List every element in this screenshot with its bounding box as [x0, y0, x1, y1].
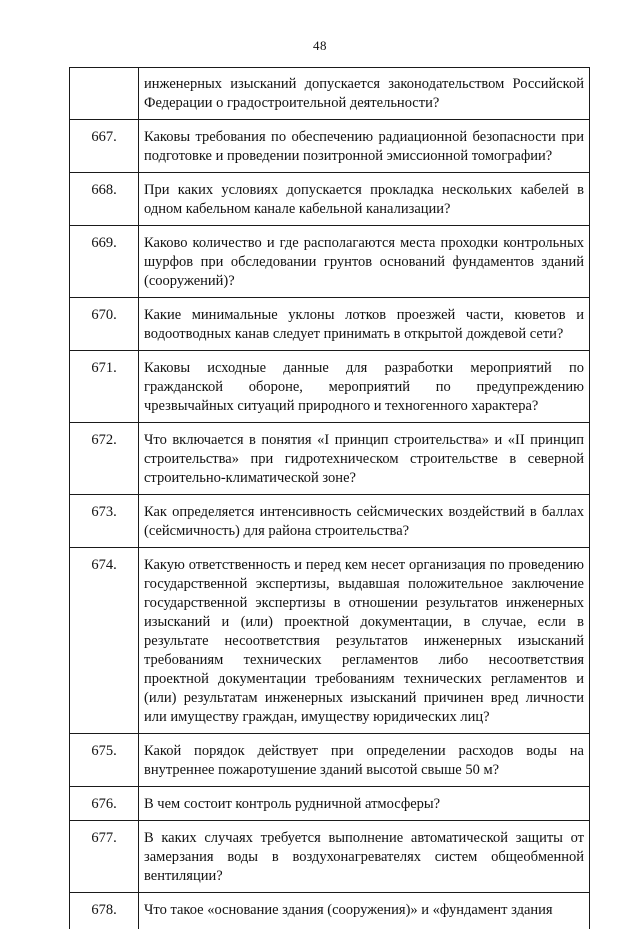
- row-question: Каковы исходные данные для разработки мероприятий по гражданской обороне, мероприятий по предупреждению чрезвычайных ситуаций природного и техногенного характера?: [139, 351, 590, 423]
- row-question: Как определяется интенсивность сейсмических воздействий в баллах (сейсмичность) для района строительства?: [139, 495, 590, 548]
- row-question: инженерных изысканий допускается законодательством Российской Федерации о градостроительной деятельности?: [139, 68, 590, 120]
- table-row: [70, 734, 590, 787]
- row-question: Какой порядок действует при определении расходов воды на внутреннее пожаротушение зданий высотой свыше 50 м?: [139, 734, 590, 787]
- row-number: 677.: [70, 821, 139, 893]
- row-question: Каковы требования по обеспечению радиационной безопасности при подготовке и проведении позитронной эмиссионной томографии?: [139, 120, 590, 173]
- row-number: 672.: [70, 423, 139, 495]
- table-row: [70, 68, 590, 120]
- table-row: [70, 298, 590, 351]
- row-question: В каких случаях требуется выполнение автоматической защиты от замерзания воды в воздухонагревателях систем общеобменной вентиляции?: [139, 821, 590, 893]
- row-number: 671.: [70, 351, 139, 423]
- table-row: [70, 173, 590, 226]
- row-number: 670.: [70, 298, 139, 351]
- row-number: 674.: [70, 548, 139, 734]
- row-number: 676.: [70, 787, 139, 821]
- row-number: 675.: [70, 734, 139, 787]
- table-row: [70, 548, 590, 734]
- row-number: 678.: [70, 893, 139, 929]
- row-number: 668.: [70, 173, 139, 226]
- table-row: [70, 423, 590, 495]
- table-row: [70, 893, 590, 929]
- table-row: [70, 787, 590, 821]
- page-number: 48: [0, 38, 640, 54]
- row-question: Что такое «основание здания (сооружения)» и «фундамент здания: [139, 893, 590, 929]
- row-number: 673.: [70, 495, 139, 548]
- table-row: [70, 821, 590, 893]
- row-number: 669.: [70, 226, 139, 298]
- table-row: [70, 226, 590, 298]
- table-row: [70, 495, 590, 548]
- table-row: [70, 120, 590, 173]
- row-question: Каково количество и где располагаются места проходки контрольных шурфов при обследовании грунтов оснований фундаментов зданий (сооружений)?: [139, 226, 590, 298]
- row-question: Какие минимальные уклоны лотков проезжей части, кюветов и водоотводных канав следует принимать в открытой дождевой сети?: [139, 298, 590, 351]
- row-question: Какую ответственность и перед кем несет организация по проведению государственной экспертизы, выдавшая положительное заключение государственной экспертизы в отношении результатов инженерных изысканий и (или) проектной документации, в случае, если в результате несоответствия результатов инженерных изысканий требованиям технических регламентов либо несоответствия проектной документации требованиям технических регламентов и (или) результатам инженерных изысканий причинен вред личности или имуществу граждан, имуществу юридических лиц?: [139, 548, 590, 734]
- row-question: В чем состоит контроль рудничной атмосферы?: [139, 787, 590, 821]
- row-question: При каких условиях допускается прокладка нескольких кабелей в одном кабельном канале кабельной канализации?: [139, 173, 590, 226]
- table-row: [70, 351, 590, 423]
- row-question: Что включается в понятия «I принцип строительства» и «II принцип строительства» при гидротехническом строительстве в северной строительно-климатической зоне?: [139, 423, 590, 495]
- row-number: 667.: [70, 120, 139, 173]
- questions-table: [69, 67, 590, 929]
- row-number: [70, 68, 139, 120]
